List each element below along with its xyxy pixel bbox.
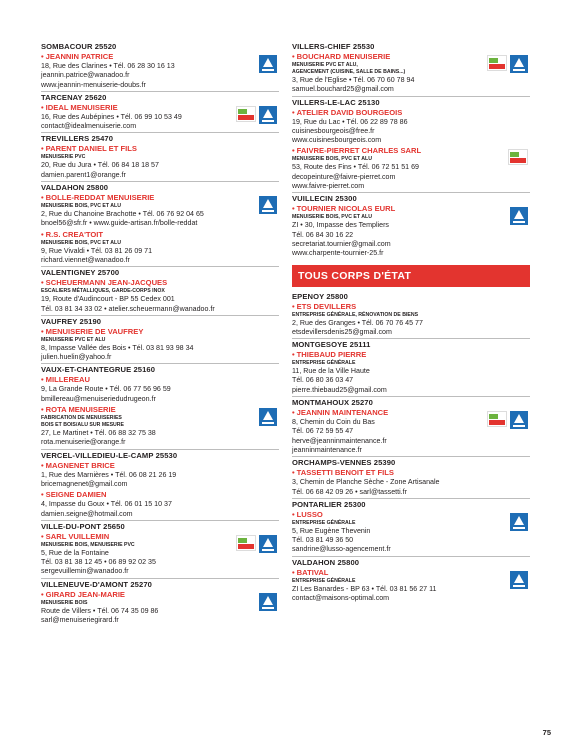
company-name — [41, 590, 249, 600]
company-name-text: FAIVRE-PIERRET CHARLES SARL — [296, 146, 422, 156]
company-name — [41, 52, 249, 62]
activity-label: MENUISERIE PVC — [41, 154, 86, 161]
town-name: VERCEL-VILLEDIEU-LE-CAMP 25530 — [41, 450, 178, 460]
company-entry — [292, 510, 530, 555]
bullet-icon: • — [41, 405, 44, 415]
contact-line: sarl@menuiseriegirard.fr — [41, 616, 119, 625]
artisan-red-mark — [489, 420, 505, 425]
town-name: VALDAHON 25800 — [292, 557, 360, 567]
qualibat-bar — [513, 527, 525, 529]
qualibat-bar — [262, 120, 274, 122]
town-name: VUILLECIN 25300 — [292, 194, 357, 204]
contact-line: Tél. 06 80 36 03 47 — [292, 376, 354, 385]
contact-line: cuisinesbourgeois@free.fr — [292, 126, 375, 135]
town-block — [41, 41, 279, 90]
company-name-text: SCHEUERMANN JEAN-JACQUES — [45, 278, 168, 288]
qualibat-logo-icon — [259, 196, 277, 214]
qualibat-triangle — [514, 516, 524, 525]
company-name-text: TASSETTI BENOIT ET FILS — [296, 468, 394, 478]
bullet-icon: • — [292, 107, 295, 117]
company-entry — [41, 52, 279, 90]
contact-line: 18, Rue des Clarines • Tél. 06 28 30 16 13 — [41, 62, 175, 70]
bullet-icon: • — [41, 460, 44, 470]
town-block — [41, 363, 279, 447]
contact-line: 2, Rue des Granges • Tél. 06 70 76 45 77 — [292, 318, 423, 327]
contact-line: herve@jeanninmaintenance.fr — [292, 436, 387, 445]
company-entry — [41, 490, 279, 519]
contact-line: secretariat.tournier@gmail.com — [292, 239, 391, 248]
qualibat-triangle — [263, 58, 273, 67]
activity-label: ENTREPRISE GÉNÉRALE — [292, 360, 356, 367]
town-name: VILLERS-LE-LAC 25130 — [292, 97, 380, 107]
town-name: TREVILLERS 25470 — [41, 134, 114, 144]
contact-line: 8, Chemin du Coin du Bas — [292, 418, 375, 427]
qualibat-logo-icon — [510, 411, 528, 429]
company-name-text: MAGNENET BRICE — [45, 460, 115, 470]
company-entry — [292, 204, 530, 258]
bullet-icon: • — [41, 52, 44, 61]
certification-logos — [510, 207, 528, 225]
town-name: VALDAHON 25800 — [41, 183, 109, 193]
company-entry — [292, 568, 530, 604]
certification-logos — [510, 571, 528, 589]
bullet-icon: • — [41, 193, 44, 203]
contact-line: damien.parent1@orange.fr — [41, 170, 126, 179]
contact-line: 5, Rue Eugène Thevenin — [292, 526, 371, 535]
town-block — [292, 456, 530, 497]
qualibat-logo-icon — [510, 571, 528, 589]
contact-line: sergevuillemin@wanadoo.fr — [41, 567, 129, 576]
bullet-icon: • — [41, 490, 44, 500]
rge-green-mark — [238, 538, 247, 543]
certification-logos — [487, 55, 528, 73]
rge-green-mark — [510, 152, 519, 157]
activity-label: MENUISERIE BOIS, PVC ET ALU — [41, 239, 121, 246]
qualibat-triangle — [263, 199, 273, 208]
rge-artisan-logo-icon — [487, 55, 507, 71]
bullet-icon: • — [41, 229, 44, 239]
contact-line: Tél. 06 68 42 09 26 • sarl@tassetti.fr — [292, 487, 407, 496]
company-name-text: PARENT DANIEL ET FILS — [45, 144, 137, 154]
qualibat-bar — [262, 607, 274, 609]
qualibat-logo-icon — [510, 513, 528, 531]
contact-line: Tél. 03 81 49 36 50 — [292, 536, 354, 545]
town-block — [292, 291, 530, 338]
qualibat-bar — [513, 69, 525, 71]
town-block — [41, 315, 279, 363]
company-name — [292, 350, 500, 360]
right-column-top — [292, 41, 530, 259]
company-entry — [41, 144, 279, 180]
certification-logos — [259, 593, 277, 611]
company-name — [41, 532, 249, 542]
contact-line: bnoel56@sfr.fr • www.guide-artisan.fr/bolle-reddat — [41, 219, 198, 228]
rge-green-mark — [489, 58, 498, 63]
certification-logos — [510, 513, 528, 531]
town-name: ORCHAMPS-VENNES 25390 — [292, 458, 396, 468]
company-name — [41, 375, 249, 385]
company-entry — [292, 302, 530, 338]
town-name: TARCENAY 25620 — [41, 92, 107, 102]
bullet-icon: • — [41, 144, 44, 154]
right-column-bottom — [292, 291, 530, 604]
company-name-text: JEANNIN MAINTENANCE — [296, 408, 389, 418]
company-name — [41, 461, 249, 471]
contact-line: julien.huelin@yahoo.fr — [41, 353, 112, 362]
qualibat-logo-icon — [259, 535, 277, 553]
company-name — [292, 302, 500, 312]
rge-artisan-logo-icon — [236, 535, 256, 551]
bullet-icon: • — [292, 52, 295, 61]
town-name: EPENOY 25800 — [292, 291, 348, 301]
activity-label: MENUISERIE PVC ET ALU, — [292, 62, 358, 68]
contact-line: 16, Rue des Aubépines • Tél. 06 99 10 53 49 — [41, 112, 182, 121]
qualibat-bar — [513, 585, 525, 587]
company-entry — [292, 52, 530, 95]
company-entry — [41, 590, 279, 626]
qualibat-triangle — [263, 109, 273, 118]
town-name: VILLE-DU-PONT 25650 — [41, 521, 125, 531]
company-name-text: SARL VUILLEMIN — [45, 531, 110, 541]
contact-line: 19, Rue du Lac • Tél. 06 22 89 78 86 — [292, 117, 408, 126]
company-entry — [41, 230, 279, 266]
contact-line: www.faivre-pierret.com — [292, 182, 365, 191]
town-name: VAUFREY 25190 — [41, 316, 102, 326]
bullet-icon: • — [292, 408, 295, 418]
bullet-icon: • — [41, 326, 44, 336]
contact-line: 19, Route d'Audincourt - BP 55 Cedex 001 — [41, 295, 175, 304]
town-name: MONTGESOYE 25111 — [292, 340, 371, 350]
contact-line: samuel.bouchard25@gmail.com — [292, 85, 394, 94]
certification-logos — [259, 408, 277, 426]
qualibat-bar — [262, 422, 274, 424]
company-entry — [41, 327, 279, 363]
activity-label: ENTREPRISE GÉNÉRALE — [292, 519, 356, 526]
company-name-text: SEIGNE DAMIEN — [45, 490, 107, 500]
left-column — [41, 40, 279, 626]
qualibat-triangle — [263, 538, 273, 547]
rge-green-mark — [238, 109, 247, 114]
company-name-text: BOLLE-REDDAT MENUISERIE — [45, 193, 155, 203]
activity-label: MENUISERIE BOIS — [41, 599, 88, 606]
company-name — [41, 193, 249, 203]
activity-label: MENUISERIE BOIS, PVC ET ALU — [292, 156, 372, 163]
company-name-text: MENUISERIE DE VAUFREY — [45, 326, 144, 336]
company-name — [292, 108, 500, 118]
right-column — [292, 40, 530, 604]
contact-line: contact@maisons-optimal.com — [292, 594, 390, 603]
town-block — [292, 192, 530, 258]
rge-green-mark — [489, 414, 498, 419]
company-name-text: BATIVAL — [296, 567, 329, 577]
company-entry — [41, 193, 279, 229]
qualibat-logo-icon — [259, 55, 277, 73]
activity-label: BOIS ET BOIS/ALU SUR MESURE — [41, 422, 125, 429]
company-name-text: TOURNIER NICOLAS EURL — [296, 204, 396, 214]
section-banner: TOUS CORPS D'ÉTAT — [292, 265, 530, 287]
company-name-text: ETS DEVILLERS — [296, 301, 357, 311]
company-entry — [41, 405, 279, 448]
contact-line: 3, Rue de l'Eglise • Tél. 06 70 60 78 94 — [292, 76, 415, 84]
company-name — [292, 408, 500, 418]
contact-line: ZI Les Banardes - BP 63 • Tél. 03 81 56 27 11 — [292, 584, 437, 593]
town-block — [41, 578, 279, 626]
town-block — [41, 266, 279, 314]
artisan-red-mark — [510, 158, 526, 163]
bullet-icon: • — [41, 531, 44, 541]
company-entry — [41, 532, 279, 577]
artisan-red-mark — [238, 115, 254, 120]
qualibat-bar — [262, 210, 274, 212]
contact-line: richard.viennet@wanadoo.fr — [41, 255, 130, 264]
contact-line: 27, Le Martinet • Tél. 06 88 32 75 38 — [41, 429, 156, 438]
town-block — [41, 520, 279, 577]
qualibat-logo-icon — [510, 55, 528, 73]
contact-line: 11, Rue de la Ville Haute — [292, 367, 370, 376]
qualibat-logo-icon — [259, 106, 277, 124]
contact-line: Tél. 06 84 30 16 22 — [292, 230, 354, 239]
town-name: VILLERS-CHIEF 25530 — [292, 42, 375, 51]
town-name: VILLENEUVE-D'AMONT 25270 — [41, 579, 152, 589]
contact-line: 5, Rue de la Fontaine — [41, 548, 109, 557]
company-name — [41, 278, 249, 288]
contact-line: www.charpente-tournier-25.fr — [292, 249, 384, 258]
company-name — [292, 204, 500, 214]
qualibat-triangle — [263, 596, 273, 605]
contact-line: etsdevillersdenis25@gmail.com — [292, 327, 392, 336]
company-entry — [292, 468, 530, 497]
company-name — [41, 405, 249, 415]
company-name — [41, 144, 249, 154]
certification-logos — [508, 149, 528, 165]
qualibat-bar — [262, 69, 274, 71]
bullet-icon: • — [41, 375, 44, 385]
company-name-text: R.S. CREA'TOIT — [45, 229, 104, 239]
company-entry — [292, 108, 530, 146]
rge-artisan-logo-icon — [508, 149, 528, 165]
town-name: VAUX-ET-CHANTEGRUE 25160 — [41, 365, 156, 375]
company-name — [292, 52, 500, 62]
activity-label: MENUISERIE BOIS, PVC ET ALU — [41, 203, 121, 210]
bullet-icon: • — [292, 567, 295, 577]
company-entry — [41, 278, 279, 314]
artisan-red-mark — [489, 64, 505, 69]
company-entry — [41, 375, 279, 404]
company-name-text: ATELIER DAVID BOURGEOIS — [296, 107, 403, 117]
company-name-text: MILLEREAU — [45, 375, 90, 385]
contact-line: www.cuisinesbourgeois.com — [292, 136, 382, 145]
company-name — [41, 327, 249, 337]
company-name — [41, 230, 249, 240]
company-name — [41, 490, 249, 500]
contact-line: 8, Impasse Vallée des Bois • Tél. 03 81 93 98 34 — [41, 343, 194, 352]
qualibat-bar — [513, 221, 525, 223]
qualibat-triangle — [514, 210, 524, 219]
town-block — [292, 556, 530, 604]
town-block — [292, 338, 530, 395]
artisan-red-mark — [238, 544, 254, 549]
contact-line: ZI • 30, Impasse des Templiers — [292, 221, 389, 230]
contact-line: Tél. 06 72 59 55 47 — [292, 427, 354, 436]
company-entry — [41, 103, 279, 132]
contact-line: sandrine@lusso-agencement.fr — [292, 545, 391, 554]
company-name — [292, 510, 500, 520]
company-entry — [292, 408, 530, 455]
page-number: 75 — [542, 728, 551, 737]
bullet-icon: • — [41, 589, 44, 599]
bullet-icon: • — [292, 204, 295, 214]
contact-line: rota.menuiserie@orange.fr — [41, 438, 126, 447]
company-name — [41, 103, 249, 113]
contact-line: 9, Rue Vivaldi • Tél. 03 81 26 09 71 — [41, 246, 153, 255]
contact-line: bricemagnenet@gmail.com — [41, 479, 128, 488]
bullet-icon: • — [41, 102, 44, 112]
contact-line: contact@idealmenuiserie.com — [41, 122, 137, 131]
qualibat-logo-icon — [510, 207, 528, 225]
company-name — [292, 146, 500, 156]
bullet-icon: • — [292, 146, 295, 156]
town-block — [41, 91, 279, 132]
certification-logos — [487, 411, 528, 429]
qualibat-logo-icon — [259, 408, 277, 426]
certification-logos — [236, 106, 277, 124]
contact-line: damien.seigne@hotmail.com — [41, 509, 133, 518]
bullet-icon: • — [41, 278, 44, 288]
contact-line: jeanninmaintenance.fr — [292, 445, 362, 454]
contact-line: 2, Rue du Chanoine Brachotte • Tél. 06 76 92 04 65 — [41, 210, 204, 219]
qualibat-bar — [262, 549, 274, 551]
certification-logos — [259, 196, 277, 214]
company-name — [292, 568, 500, 578]
contact-line: Tél. 03 81 34 33 02 • atelier.scheuermann@wanadoo.fr — [41, 304, 215, 313]
company-entry — [292, 350, 530, 395]
town-block — [41, 181, 279, 265]
contact-line: bmillereau@menuiseriedudrugeon.fr — [41, 394, 156, 403]
company-name-text: BOUCHARD MENUISERIE — [296, 52, 391, 61]
company-name-text: JEANNIN PATRICE — [45, 52, 114, 61]
contact-line: 53, Route des Fins • Tél. 06 72 51 51 69 — [292, 163, 419, 172]
bullet-icon: • — [292, 301, 295, 311]
company-name — [292, 468, 500, 478]
company-name-text: ROTA MENUISERIE — [45, 405, 116, 415]
town-block — [292, 96, 530, 192]
town-name: VALENTIGNEY 25700 — [41, 268, 120, 278]
contact-line: 9, La Grande Route • Tél. 06 77 56 96 59 — [41, 385, 171, 394]
certification-logos — [236, 535, 277, 553]
company-name-text: LUSSO — [296, 509, 323, 519]
town-block — [292, 498, 530, 555]
rge-artisan-logo-icon — [236, 106, 256, 122]
activity-label: ENTREPRISE GÉNÉRALE, RÉNOVATION DE BIENS — [292, 311, 419, 318]
company-name-text: GIRARD JEAN-MARIE — [45, 589, 125, 599]
bullet-icon: • — [292, 468, 295, 478]
town-block — [41, 132, 279, 180]
rge-artisan-logo-icon — [487, 411, 507, 427]
bullet-icon: • — [292, 350, 295, 360]
town-block — [41, 449, 279, 519]
town-name: MONTMAHOUX 25270 — [292, 398, 373, 408]
activity-label: AGENCEMENT (CUISINE, SALLE DE BAINS...) — [292, 69, 406, 75]
activity-label: ESCALIERS MÉTALLIQUES, GARDE-CORPS INOX — [41, 288, 165, 295]
contact-line: jeannin.patrice@wanadoo.fr — [41, 71, 130, 80]
town-block — [292, 41, 530, 95]
contact-line: 3, Chemin de Planche Sèche - Zone Artisanale — [292, 478, 440, 487]
activity-label: MENUISERIE BOIS, PVC ET ALU — [292, 214, 372, 221]
company-entry — [292, 146, 530, 191]
contact-line: pierre.thiebaud25@gmail.com — [292, 385, 387, 394]
contact-line: Route de Villers • Tél. 06 74 35 09 86 — [41, 606, 159, 615]
company-name-text: IDEAL MENUISERIE — [45, 102, 118, 112]
town-block — [292, 396, 530, 455]
qualibat-bar — [513, 425, 525, 427]
certification-logos — [259, 55, 277, 73]
company-name-text: THIEBAUD PIERRE — [296, 350, 367, 360]
bullet-icon: • — [292, 509, 295, 519]
contact-line: 20, Rue du Jura • Tél. 06 84 18 18 57 — [41, 161, 159, 170]
qualibat-logo-icon — [259, 593, 277, 611]
qualibat-triangle — [514, 414, 524, 423]
qualibat-triangle — [514, 58, 524, 67]
contact-line: 1, Rue des Marnières • Tél. 06 08 21 26 19 — [41, 470, 177, 479]
activity-label: MENUISERIE BOIS, MENUISERIE PVC — [41, 541, 135, 548]
activity-label: ENTREPRISE GÉNÉRALE — [292, 577, 356, 584]
contact-line: www.jeannin-menuiserie-doubs.fr — [41, 80, 146, 89]
town-name: SOMBACOUR 25520 — [41, 42, 117, 51]
town-name: PONTARLIER 25300 — [292, 499, 366, 509]
contact-line: 4, Impasse du Goux • Tél. 06 01 15 10 37 — [41, 500, 172, 509]
contact-line: decopeinture@faivre-pierret.com — [292, 172, 396, 181]
contact-line: Tél. 03 81 38 12 45 • 06 89 92 02 35 — [41, 558, 156, 567]
qualibat-triangle — [514, 574, 524, 583]
activity-label: FABRICATION DE MENUISERIES — [41, 415, 122, 422]
qualibat-triangle — [263, 411, 273, 420]
company-entry — [41, 461, 279, 490]
activity-label: MENUISERIE PVC ET ALU — [41, 336, 106, 343]
